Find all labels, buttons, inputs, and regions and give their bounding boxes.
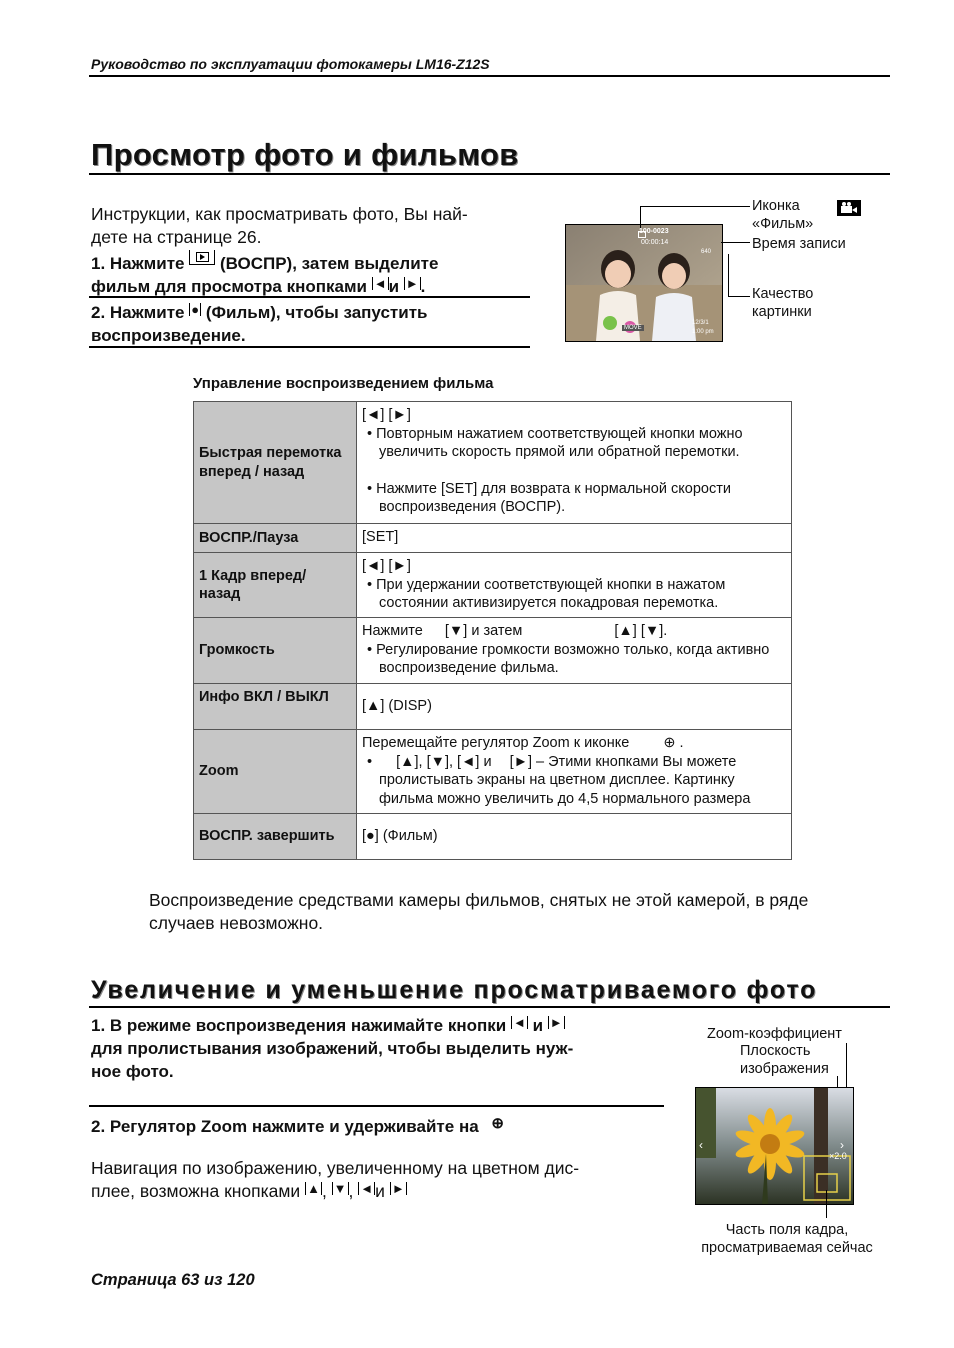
row-label: 1 Кадр вперед/ назад xyxy=(194,553,357,618)
section-title: Просмотр фото и фильмов xyxy=(91,137,519,172)
section-2-step-2: 2. Регулятор Zoom нажмите и удерживайте на ⊕ xyxy=(91,1115,504,1136)
table-row xyxy=(194,730,792,814)
table-row xyxy=(194,618,792,684)
zoom-value: ×2.0 xyxy=(829,1151,847,1161)
movie-camera-icon xyxy=(837,200,861,216)
table-row xyxy=(194,814,792,860)
table-row xyxy=(194,684,792,730)
right-key-icon: ► xyxy=(405,276,419,291)
left-key-icon: ◄ xyxy=(512,1015,526,1030)
label-record-time: Время записи xyxy=(752,236,846,252)
row-content: [◄] [►] • При удержании соответствующей кнопки в нажатом состоянии активизируется покадровая перемотка. xyxy=(357,553,792,618)
screen-date: 12/3/1 xyxy=(692,320,709,326)
label-zoom-factor: Zoom-коэффициент xyxy=(707,1026,842,1042)
movie-screen-image xyxy=(565,224,723,342)
playback-control-table xyxy=(193,401,792,860)
row-label: Инфо ВКЛ / ВЫКЛ xyxy=(194,684,357,730)
up-key-icon: ▲ xyxy=(307,1181,320,1196)
screen-counter: 100-0023 xyxy=(639,228,669,235)
callout-line-icon-v xyxy=(640,206,641,228)
section-2-step-rule xyxy=(89,1105,664,1107)
label-movie-icon: Иконка «Фильм» xyxy=(752,198,814,232)
down-key-icon: ▼ xyxy=(333,1181,347,1196)
zoomed-photo xyxy=(695,1087,854,1205)
intro-text: Инструкции, как просматривать фото, Вы най- дете на странице 26. xyxy=(91,204,468,247)
table-row xyxy=(194,553,792,618)
screen-size: 640 xyxy=(701,249,712,255)
table-row xyxy=(194,402,792,524)
document-header: Руководство по эксплуатации фотокамеры LM16-Z12S xyxy=(91,56,490,72)
table-row xyxy=(194,524,792,553)
row-content: [▲] (DISP) xyxy=(357,684,792,730)
row-content: Нажмите [▼] и затем [▲] [▼]. • Регулирование громкости возможно только, когда активно воспроизведение фильма. xyxy=(357,618,792,684)
row-content: [●] (Фильм) xyxy=(357,814,792,860)
callout-line-quality-v xyxy=(728,254,729,296)
note-text: Воспроизведение средствами камеры фильмов, снятых не этой камерой, в ряде случаев невозможно. xyxy=(149,890,809,933)
table-caption: Управление воспроизведением фильма xyxy=(193,375,494,392)
callout-line-quality xyxy=(728,296,750,297)
navigation-text: Навигация по изображению, увеличенному на цветном дис- плее, возможна кнопками ▲ , ▼ , ◄ и ► xyxy=(91,1158,580,1201)
left-key-icon: ◄ xyxy=(360,1181,374,1196)
page-number: Страница 63 из 120 xyxy=(91,1271,255,1289)
zoom-in-icon: ⊕ xyxy=(663,735,676,751)
label-image-plane: Плоскость изображения xyxy=(740,1043,829,1077)
label-quality: Качество картинки xyxy=(752,286,814,320)
screen-move: MOVE xyxy=(624,325,642,331)
section-2-step-1: 1. В режиме воспроизведения нажимайте кнопки ◄ и ► для пролистывания изображений, чтобы выделить нуж- ное фото. xyxy=(91,1015,574,1081)
header-rule xyxy=(89,75,890,77)
chevron-left-icon: ‹ xyxy=(699,1138,703,1152)
screen-record-time: 00:00:14 xyxy=(641,239,669,246)
step-1-rule xyxy=(89,296,530,298)
right-key-icon: ► xyxy=(391,1181,405,1196)
callout-line-icon xyxy=(640,206,750,207)
section-title-rule xyxy=(89,173,890,175)
step-1: 1. Нажмите (ВОСПР), затем выделите фильм для просмотра кнопками ◄ и ► . xyxy=(91,250,531,298)
left-key-icon: ◄ xyxy=(373,276,387,291)
row-content: Перемещайте регулятор Zoom к иконке ⊕ . • [▲], [▼], [◄] и [►] – Этими кнопками Вы можете пролистывать экраны на цветном дисплее. Картинку фильма можно увеличить до 4,5 нормального размера xyxy=(357,730,792,814)
callout-line-part xyxy=(826,1190,827,1218)
play-key-icon xyxy=(189,250,215,265)
step-2-rule xyxy=(89,346,530,348)
flower-photo xyxy=(696,1088,853,1204)
callout-line-time xyxy=(721,242,750,243)
row-content: [SET] xyxy=(357,524,792,553)
row-label: ВОСПР. завершить xyxy=(194,814,357,860)
movie-icon xyxy=(638,231,646,238)
row-content: [◄] [►] • Повторным нажатием соответствующей кнопки можно увеличить скорость прямой или обратной перемотки. • Нажмите [SET] для возврата к нормальной скорости воспроизведения (ВОСПР). xyxy=(357,402,792,524)
zoom-in-icon: ⊕ xyxy=(491,1115,504,1132)
screen-clock: 1:00 pm xyxy=(692,329,714,335)
row-label: Громкость xyxy=(194,618,357,684)
row-label: Быстрая перемотка вперед / назад xyxy=(194,402,357,524)
section-2-title-rule xyxy=(89,1006,890,1008)
row-label: ВОСПР./Пауза xyxy=(194,524,357,553)
movie-key-icon: ● xyxy=(191,302,200,317)
chevron-right-icon: › xyxy=(840,1138,844,1152)
right-key-icon: ► xyxy=(549,1015,563,1030)
row-label: Zoom xyxy=(194,730,357,814)
section-2-title: Увеличение и уменьшение просматриваемого фото xyxy=(91,976,818,1004)
step-2: 2. Нажмите ● (Фильм), чтобы запустить воспроизведение. xyxy=(91,302,428,345)
figure-2-caption: Часть поля кадра, просматриваемая сейчас xyxy=(701,1222,873,1256)
